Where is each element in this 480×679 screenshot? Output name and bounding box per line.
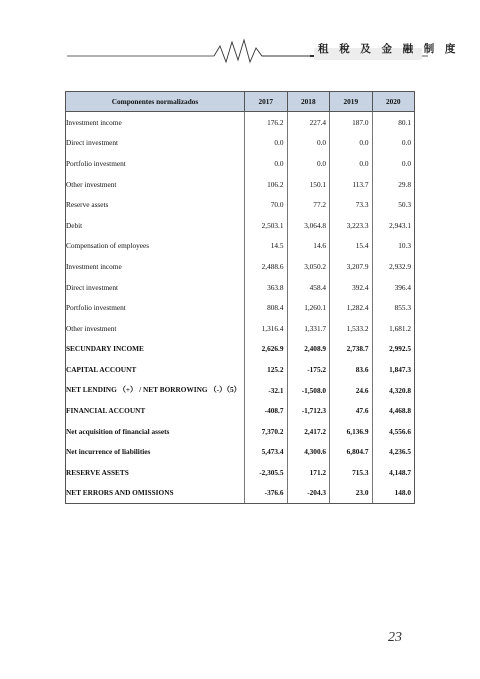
cell-value: 0.0	[330, 133, 372, 154]
cell-value: 4,148.7	[372, 462, 414, 483]
row-label: FINANCIAL ACCOUNT	[66, 400, 245, 421]
column-header: 2017	[244, 92, 287, 112]
cell-value: 150.1	[287, 174, 330, 195]
financial-table	[65, 91, 415, 504]
cell-value: 6,804.7	[330, 442, 372, 463]
row-label: Other investment	[66, 318, 245, 339]
row-label: Portfolio investment	[66, 297, 245, 318]
cell-value: 7,370.2	[244, 421, 287, 442]
cell-value: 1,331.7	[287, 318, 330, 339]
cell-value: -175.2	[287, 359, 330, 380]
table-row	[66, 462, 415, 483]
page-number: 23	[388, 630, 402, 645]
column-header: 2020	[372, 92, 414, 112]
cell-value: 2,417.2	[287, 421, 330, 442]
cell-value: 2,738.7	[330, 339, 372, 360]
cell-value: 3,064.8	[287, 215, 330, 236]
cell-value: 2,932.9	[372, 256, 414, 277]
row-label: Portfolio investment	[66, 153, 245, 174]
cell-value: 0.0	[330, 153, 372, 174]
cell-value: 2,992.5	[372, 339, 414, 360]
table-row	[66, 318, 415, 339]
cell-value: 0.0	[287, 153, 330, 174]
cell-value: 77.2	[287, 194, 330, 215]
cell-value: 0.0	[372, 133, 414, 154]
cell-value: 14.5	[244, 236, 287, 257]
cell-value: 83.6	[330, 359, 372, 380]
cell-value: 125.2	[244, 359, 287, 380]
cell-value: 808.4	[244, 297, 287, 318]
cell-value: 4,236.5	[372, 442, 414, 463]
cell-value: 227.4	[287, 112, 330, 133]
cell-value: -408.7	[244, 400, 287, 421]
cell-value: 70.0	[244, 194, 287, 215]
row-label: Direct investment	[66, 133, 245, 154]
cell-value: -2,305.5	[244, 462, 287, 483]
cell-value: 1,533.2	[330, 318, 372, 339]
cell-value: 10.3	[372, 236, 414, 257]
table-row	[66, 112, 415, 133]
row-label: Net acquisition of financial assets	[66, 421, 245, 442]
cell-value: 1,681.2	[372, 318, 414, 339]
table-row	[66, 215, 415, 236]
cell-value: -1,508.0	[287, 380, 330, 401]
column-header: 2019	[330, 92, 372, 112]
cell-value: 14.6	[287, 236, 330, 257]
cell-value: 715.3	[330, 462, 372, 483]
table-row	[66, 297, 415, 318]
cell-value: 458.4	[287, 277, 330, 298]
cell-value: 3,207.9	[330, 256, 372, 277]
cell-value: 3,050.2	[287, 256, 330, 277]
cell-value: 29.8	[372, 174, 414, 195]
table-row	[66, 359, 415, 380]
table-row	[66, 483, 415, 504]
table-row	[66, 380, 415, 401]
cell-value: 1,847.3	[372, 359, 414, 380]
cell-value: 4,468.8	[372, 400, 414, 421]
cell-value: 106.2	[244, 174, 287, 195]
cell-value: 0.0	[244, 153, 287, 174]
cell-value: -204.3	[287, 483, 330, 504]
table-row	[66, 400, 415, 421]
cell-value: 23.0	[330, 483, 372, 504]
table-row	[66, 194, 415, 215]
cell-value: 80.1	[372, 112, 414, 133]
cell-value: 113.7	[330, 174, 372, 195]
row-label: Net incurrence of liabilities	[66, 442, 245, 463]
cell-value: 3,223.3	[330, 215, 372, 236]
cell-value: 0.0	[372, 153, 414, 174]
cell-value: -32.1	[244, 380, 287, 401]
cell-value: 4,320.8	[372, 380, 414, 401]
row-label: Direct investment	[66, 277, 245, 298]
cell-value: 396.4	[372, 277, 414, 298]
table-row	[66, 277, 415, 298]
table-row	[66, 174, 415, 195]
cell-value: 148.0	[372, 483, 414, 504]
cell-value: 2,488.6	[244, 256, 287, 277]
cell-value: 176.2	[244, 112, 287, 133]
row-label: Reserve assets	[66, 194, 245, 215]
cell-value: 4,300.6	[287, 442, 330, 463]
column-header: Componentes normalizados	[66, 92, 245, 112]
cell-value: -376.6	[244, 483, 287, 504]
row-label: Debit	[66, 215, 245, 236]
column-header: 2018	[287, 92, 330, 112]
cell-value: 1,282.4	[330, 297, 372, 318]
cell-value: 1,260.1	[287, 297, 330, 318]
cell-value: 2,943.1	[372, 215, 414, 236]
cell-value: 2,626.9	[244, 339, 287, 360]
row-label: SECUNDARY INCOME	[66, 339, 245, 360]
table-row	[66, 421, 415, 442]
table-row	[66, 339, 415, 360]
cell-value: 2,408.9	[287, 339, 330, 360]
row-label: RESERVE ASSETS	[66, 462, 245, 483]
cell-value: 24.6	[330, 380, 372, 401]
cell-value: 187.0	[330, 112, 372, 133]
header-title: 租 稅 及 金 融 制 度	[318, 43, 459, 55]
cell-value: 363.8	[244, 277, 287, 298]
cell-value: 73.3	[330, 194, 372, 215]
row-label: Compensation of employees	[66, 236, 245, 257]
cell-value: 4,556.6	[372, 421, 414, 442]
table-header-row	[66, 92, 415, 112]
cell-value: 47.6	[330, 400, 372, 421]
cell-value: 855.3	[372, 297, 414, 318]
cell-value: 392.4	[330, 277, 372, 298]
table-row	[66, 153, 415, 174]
table-row	[66, 236, 415, 257]
row-label: NET LENDING （+） / NET BORROWING （-）（5）	[66, 380, 245, 401]
cell-value: 0.0	[287, 133, 330, 154]
row-label: Investment income	[66, 112, 245, 133]
cell-value: 5,473.4	[244, 442, 287, 463]
table-row	[66, 133, 415, 154]
row-label: Other investment	[66, 174, 245, 195]
cell-value: 0.0	[244, 133, 287, 154]
table-row	[66, 256, 415, 277]
row-label: NET ERRORS AND OMISSIONS	[66, 483, 245, 504]
row-label: CAPITAL ACCOUNT	[66, 359, 245, 380]
table-row	[66, 442, 415, 463]
page-header	[0, 34, 480, 64]
cell-value: 171.2	[287, 462, 330, 483]
cell-value: 50.3	[372, 194, 414, 215]
cell-value: 2,503.1	[244, 215, 287, 236]
cell-value: 15.4	[330, 236, 372, 257]
cell-value: 1,316.4	[244, 318, 287, 339]
row-label: Investment income	[66, 256, 245, 277]
cell-value: -1,712.3	[287, 400, 330, 421]
cell-value: 6,136.9	[330, 421, 372, 442]
